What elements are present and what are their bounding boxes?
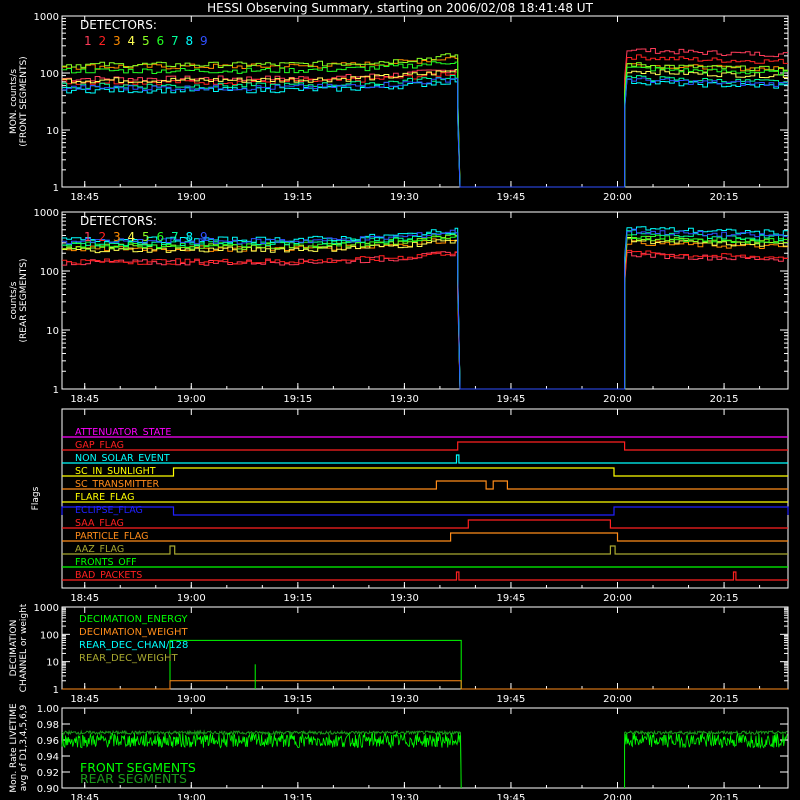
front-legend-item-2: 2 (98, 34, 107, 48)
rear-ytick-label: 10 (46, 326, 59, 337)
decimation-xtick-label: 19:15 (283, 694, 313, 705)
rear-series-9 (62, 229, 788, 389)
front-legend-item-5: 5 (142, 34, 150, 48)
front-xtick-label: 20:00 (603, 192, 632, 203)
front-ytick-label: 10 (46, 126, 59, 137)
front-legend-item-6: 6 (156, 34, 165, 48)
rear-series-2 (62, 250, 788, 389)
rear-legend-title: DETECTORS: (80, 214, 157, 228)
rear-xtick-label: 19:15 (283, 394, 313, 405)
livetime-ylabel: avg of D1,3,4,5,6,9 (19, 704, 29, 792)
decimation-ytick-label: 1 (52, 685, 59, 696)
front-legend-item-9: 9 (200, 34, 208, 48)
livetime-xtick-label: 18:45 (70, 793, 100, 800)
flag-label-saa_flag: SAA_FLAG (75, 518, 124, 529)
rear-legend-item-6: 6 (156, 230, 165, 244)
flag-trace-bad_packets (62, 572, 788, 580)
front-xtick-label: 18:45 (70, 192, 100, 203)
rear-xtick-label: 20:00 (603, 394, 632, 405)
decimation-xtick-label: 19:30 (389, 694, 419, 705)
livetime-ylabel: Mon. Rate LIVETIME (9, 703, 19, 793)
front-ylabel: (FRONT SEGMENTS) (19, 56, 29, 147)
livetime-xtick-label: 20:00 (603, 793, 632, 800)
rear-legend-item-4: 4 (127, 230, 136, 244)
panels-layer (9, 12, 788, 800)
decimation-weight-trace (62, 681, 788, 689)
rear-legend-item-7: 7 (171, 230, 179, 244)
decimation-ytick-label: 1000 (33, 603, 59, 614)
flags-xtick-label: 18:45 (70, 593, 100, 604)
rear-ylabel: (REAR SEGMENTS) (19, 258, 29, 343)
decimation-legend-2: REAR_DEC_CHAN/128 (79, 640, 189, 651)
flag-trace-sc_in_sunlight (62, 468, 788, 476)
front-ytick-label: 100 (39, 69, 59, 80)
rear-xtick-label: 20:15 (709, 394, 739, 405)
flags-xtick-label: 20:15 (709, 593, 739, 604)
rear-legend-item-5: 5 (142, 230, 150, 244)
flag-trace-eclipse_flag (62, 507, 788, 515)
rear-ylabel: counts/s (9, 281, 19, 320)
flag-trace-gap_flag (62, 442, 788, 450)
flag-trace-sc_transmitter (62, 481, 788, 489)
flags-xtick-label: 19:30 (389, 593, 419, 604)
rear-legend-item-9: 9 (200, 230, 208, 244)
flag-trace-aaz_flag (62, 546, 788, 554)
front-legend-item-8: 8 (185, 34, 194, 48)
rear-legend-item-2: 2 (98, 230, 107, 244)
decimation-ylabel: CHANNEL or weight (19, 603, 29, 693)
livetime-ytick-label: 0.90 (36, 784, 59, 795)
livetime-xtick-label: 19:30 (389, 793, 419, 800)
decimation-legend-3: REAR_DEC_WEIGHT (79, 653, 178, 664)
flag-label-eclipse_flag: ECLIPSE_FLAG (75, 505, 143, 516)
flag-label-flare_flag: FLARE_FLAG (75, 492, 135, 503)
front-legend-item-3: 3 (113, 34, 121, 48)
front-legend-item-7: 7 (171, 34, 179, 48)
front-series-8 (62, 79, 788, 187)
livetime-ytick-label: 0.94 (36, 752, 59, 763)
flag-label-aaz_flag: AAZ_FLAG (75, 544, 125, 555)
livetime-legend-1: REAR SEGMENTS (80, 771, 187, 786)
front-xtick-label: 19:00 (176, 192, 206, 203)
decimation-xtick-label: 20:00 (603, 694, 632, 705)
rear-legend-item-8: 8 (185, 230, 194, 244)
decimation-legend-1: DECIMATION_WEIGHT (79, 627, 188, 638)
livetime-xtick-label: 19:00 (176, 793, 206, 800)
front-xtick-label: 20:15 (709, 192, 739, 203)
front-xtick-label: 19:45 (496, 192, 526, 203)
livetime-xtick-label: 19:15 (283, 793, 313, 800)
front-series-9 (62, 78, 788, 187)
decimation-ytick-label: 10 (46, 657, 59, 669)
flag-trace-saa_flag (62, 520, 788, 528)
livetime-ytick-label: 1.00 (36, 704, 59, 715)
flag-label-bad_packets: BAD_PACKETS (75, 570, 143, 581)
flags-xtick-label: 20:00 (603, 593, 632, 604)
front-xtick-label: 19:15 (283, 192, 313, 203)
rear-xtick-label: 19:30 (389, 394, 419, 405)
decimation-xtick-label: 19:00 (176, 694, 206, 705)
rear-series-1 (62, 252, 788, 389)
decimation-xtick-label: 19:45 (496, 694, 526, 705)
flag-label-non_solar_event: NON_SOLAR_EVENT (75, 453, 170, 464)
flags-xtick-label: 19:15 (283, 593, 313, 604)
figure-title: HESSI Observing Summary, starting on 2006/02/08 18:41:48 UT (207, 1, 593, 15)
rear-ytick-label: 1 (52, 385, 59, 396)
flag-label-gap_flag: GAP_FLAG (75, 440, 125, 451)
decimation-ytick-label: 100 (39, 630, 59, 642)
flag-label-sc_in_sunlight: SC_IN_SUNLIGHT (75, 466, 156, 477)
decimation-legend-0: DECIMATION_ENERGY (79, 614, 188, 625)
rear-xtick-label: 19:00 (176, 394, 206, 405)
livetime-xtick-label: 19:45 (496, 793, 526, 800)
front-ytick-label: 1 (52, 183, 59, 194)
livetime-ytick-label: 0.92 (36, 768, 59, 779)
rear-xtick-label: 19:45 (496, 394, 526, 405)
rear-legend-item-3: 3 (113, 230, 121, 244)
flag-label-particle_flag: PARTICLE_FLAG (75, 531, 149, 542)
front-legend-item-1: 1 (84, 34, 92, 48)
front-xtick-label: 19:30 (389, 192, 419, 203)
front-legend-title: DETECTORS: (80, 18, 157, 32)
livetime-legend-0: FRONT SEGMENTS (80, 760, 196, 775)
flags-ylabel: Flags (31, 486, 41, 511)
front-ytick-label: 1000 (33, 12, 59, 23)
livetime-ytick-label: 0.96 (36, 736, 59, 747)
flag-label-fronts_off: FRONTS_OFF (75, 557, 137, 568)
flag-trace-particle_flag (62, 533, 788, 541)
flags-xtick-label: 19:45 (496, 593, 526, 604)
front-legend-item-4: 4 (127, 34, 136, 48)
rear-ytick-label: 100 (39, 267, 59, 278)
flags-xtick-label: 19:00 (176, 593, 206, 604)
flag-label-attenuator_state: ATTENUATOR_STATE (75, 427, 172, 438)
rear-ytick-label: 1000 (33, 208, 59, 219)
decimation-xtick-label: 18:45 (70, 694, 100, 705)
livetime-ytick-label: 0.98 (36, 720, 59, 731)
front-ylabel: MON. counts/s (9, 68, 19, 135)
rear-xtick-label: 18:45 (70, 394, 100, 405)
flag-label-sc_transmitter: SC_TRANSMITTER (75, 479, 160, 490)
decimation-xtick-label: 20:15 (709, 694, 739, 705)
livetime-xtick-label: 20:15 (709, 793, 739, 800)
rear-legend-item-1: 1 (84, 230, 92, 244)
flag-trace-non_solar_event (62, 455, 788, 463)
decimation-ylabel: DECIMATION (9, 619, 19, 677)
